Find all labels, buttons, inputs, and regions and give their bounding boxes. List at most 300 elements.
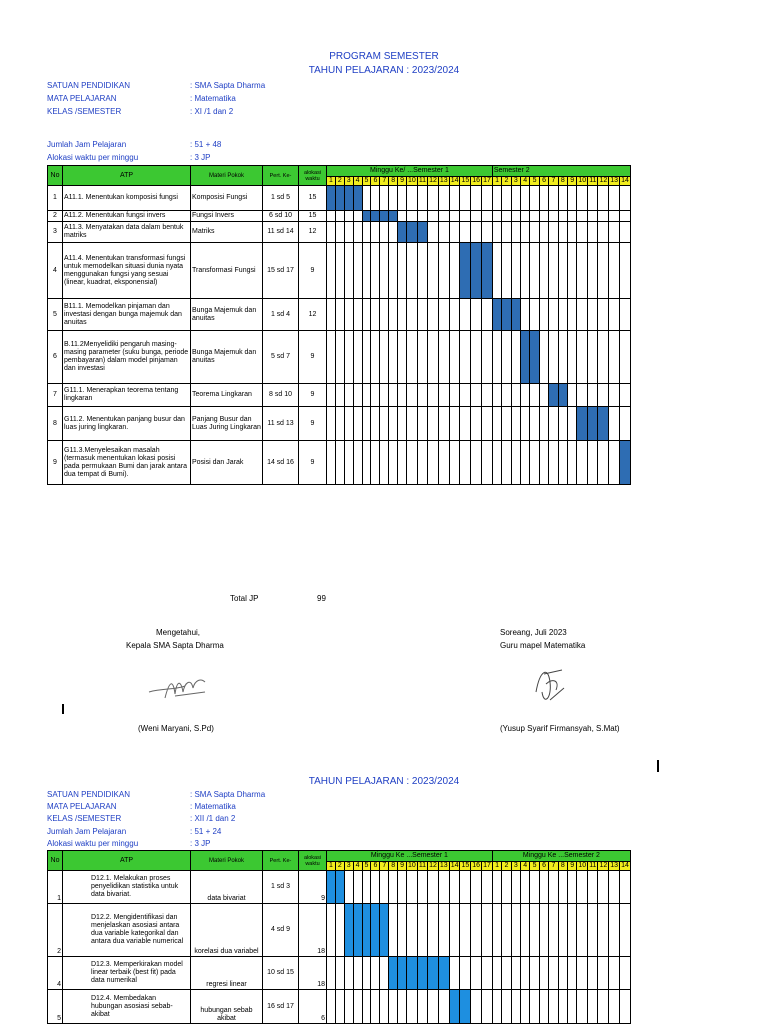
week-cell <box>327 384 336 407</box>
week-number: 7 <box>549 177 558 186</box>
week-number: 4 <box>521 862 530 871</box>
week-cell <box>588 331 598 384</box>
week-cell <box>588 222 598 243</box>
week-cell <box>407 299 418 331</box>
doc2-meta-4-label: Alokasi waktu per minggu <box>47 839 139 848</box>
week-cell <box>327 243 336 299</box>
week-cell <box>362 871 371 904</box>
week-cell <box>335 299 344 331</box>
week-cell <box>417 407 427 441</box>
week-cell <box>620 299 631 331</box>
week-cell <box>407 384 418 407</box>
week-cell <box>344 407 353 441</box>
week-cell <box>482 222 493 243</box>
week-cell <box>362 243 371 299</box>
week-cell <box>449 871 460 904</box>
week-cell <box>389 904 398 957</box>
week-cell <box>327 331 336 384</box>
week-cell <box>362 299 371 331</box>
doc1-schedule-table <box>47 165 631 485</box>
week-cell <box>609 871 620 904</box>
week-cell <box>549 441 558 485</box>
week-cell-scheduled <box>588 407 598 441</box>
week-cell <box>417 331 427 384</box>
week-cell <box>362 957 371 990</box>
header-semester-1: Minggu Ke ...Semester 1 <box>327 851 493 862</box>
week-cell <box>588 990 598 1024</box>
week-cell <box>353 222 362 243</box>
week-cell <box>492 441 501 485</box>
week-cell <box>353 990 362 1024</box>
week-cell <box>492 331 501 384</box>
week-number: 1 <box>492 862 501 871</box>
week-cell <box>389 384 398 407</box>
row-atp: B11.1. Memodelkan pinjaman dan investasi dengan bunga majemuk dan anuitas <box>63 299 191 331</box>
doc2-meta-3-value: : 51 + 24 <box>190 827 222 836</box>
week-cell <box>380 990 389 1024</box>
week-cell <box>482 186 493 211</box>
week-cell <box>460 407 471 441</box>
week-cell <box>417 186 427 211</box>
week-cell <box>511 222 520 243</box>
row-materi: Fungsi Invers <box>191 211 263 222</box>
week-cell <box>539 384 548 407</box>
table-row <box>48 407 631 441</box>
row-alokasi: 6 <box>299 990 327 1024</box>
week-cell <box>511 186 520 211</box>
week-number: 9 <box>398 862 407 871</box>
week-number: 12 <box>429 177 437 184</box>
week-cell-scheduled <box>407 957 418 990</box>
row-atp: G11.1. Menerapkan teorema tentang lingkaran <box>63 384 191 407</box>
week-cell <box>502 990 511 1024</box>
week-cell <box>417 384 427 407</box>
week-cell <box>362 990 371 1024</box>
week-number: 14 <box>450 177 459 184</box>
week-number: 9 <box>568 862 577 871</box>
row-number: 7 <box>48 384 63 407</box>
week-cell-scheduled <box>471 243 482 299</box>
week-number: 11 <box>589 862 597 869</box>
week-cell <box>449 441 460 485</box>
week-cell <box>353 243 362 299</box>
row-pert: 8 sd 10 <box>263 384 299 407</box>
week-cell <box>549 211 558 222</box>
week-cell <box>577 186 588 211</box>
week-cell <box>460 904 471 957</box>
week-number: 7 <box>549 862 558 871</box>
week-cell <box>428 186 439 211</box>
week-cell <box>389 331 398 384</box>
week-cell <box>521 407 530 441</box>
week-cell <box>471 871 482 904</box>
week-cell <box>521 299 530 331</box>
week-cell <box>539 243 548 299</box>
week-cell <box>398 384 407 407</box>
week-cell <box>568 407 577 441</box>
header-semester-1: Minggu Ke/ ...Semester 1 <box>327 166 493 177</box>
week-cell <box>438 299 449 331</box>
week-number: 2 <box>335 862 344 871</box>
doc1-meta-3-value: : 51 + 48 <box>190 140 222 149</box>
row-materi: korelasi dua variabel <box>191 904 263 957</box>
week-number: 4 <box>521 177 530 186</box>
row-number: 6 <box>48 331 63 384</box>
header-no: No <box>48 166 63 186</box>
doc2-meta-0-label: SATUAN PENDIDIKAN <box>47 790 130 799</box>
week-cell <box>417 990 427 1024</box>
week-cell <box>577 441 588 485</box>
week-cell <box>502 222 511 243</box>
table-row <box>48 211 631 222</box>
week-cell <box>407 243 418 299</box>
week-cell <box>521 186 530 211</box>
week-cell <box>438 990 449 1024</box>
week-cell <box>588 441 598 485</box>
week-cell <box>449 904 460 957</box>
week-number: 8 <box>558 177 567 186</box>
week-number: 14 <box>621 862 629 869</box>
week-cell <box>521 957 530 990</box>
week-cell <box>438 384 449 407</box>
week-number: 17 <box>483 177 491 184</box>
week-number: 1 <box>327 862 336 871</box>
week-cell <box>471 990 482 1024</box>
week-cell <box>344 384 353 407</box>
week-number: 7 <box>380 862 389 871</box>
week-number: 5 <box>362 177 371 186</box>
week-cell <box>530 243 539 299</box>
margin-mark <box>62 704 64 714</box>
week-cell <box>511 331 520 384</box>
week-cell <box>598 186 609 211</box>
week-cell <box>344 871 353 904</box>
week-cell <box>620 211 631 222</box>
week-cell <box>417 904 427 957</box>
week-cell <box>428 331 439 384</box>
row-alokasi: 12 <box>299 299 327 331</box>
week-cell <box>492 407 501 441</box>
week-cell <box>558 331 567 384</box>
week-cell <box>335 384 344 407</box>
week-cell <box>438 904 449 957</box>
row-materi: Teorema Lingkaran <box>191 384 263 407</box>
week-cell <box>492 384 501 407</box>
week-cell <box>577 990 588 1024</box>
week-cell <box>460 871 471 904</box>
doc2-meta-0-value: : SMA Sapta Dharma <box>190 790 266 799</box>
week-cell <box>620 384 631 407</box>
week-cell <box>539 222 548 243</box>
week-cell <box>389 441 398 485</box>
doc1-title: PROGRAM SEMESTER <box>329 51 439 62</box>
sig-right-line1: Soreang, Juli 2023 <box>500 628 567 637</box>
week-cell <box>502 407 511 441</box>
week-cell <box>530 407 539 441</box>
week-number: 4 <box>353 862 362 871</box>
week-number: 12 <box>599 862 608 869</box>
week-cell <box>530 299 539 331</box>
week-cell-scheduled <box>577 407 588 441</box>
week-cell-scheduled <box>327 186 336 211</box>
row-number: 5 <box>48 299 63 331</box>
week-cell <box>398 441 407 485</box>
row-pert: 15 sd 17 <box>263 243 299 299</box>
week-cell <box>327 904 336 957</box>
doc2-meta-1-label: MATA PELAJARAN <box>47 802 117 811</box>
row-pert: 4 sd 9 <box>263 904 299 957</box>
margin-mark-right <box>657 760 659 772</box>
row-pert: 10 sd 15 <box>263 957 299 990</box>
week-cell <box>407 441 418 485</box>
week-cell <box>389 871 398 904</box>
table-row <box>48 243 631 299</box>
week-cell <box>598 441 609 485</box>
week-cell <box>511 990 520 1024</box>
row-atp: D12.4. Membedakan hubungan asosiasi sebab-akibat <box>63 990 191 1024</box>
week-cell <box>530 871 539 904</box>
sig-left-line2: Kepala SMA Sapta Dharma <box>126 641 224 650</box>
row-atp: A11.4. Menentukan transformasi fungsi untuk memodelkan situasi dunia nyata menggunakan fungsi yang sesuai (linear, kuadrat, eksponensial) <box>63 243 191 299</box>
week-cell <box>471 957 482 990</box>
week-cell <box>371 186 380 211</box>
week-cell <box>482 990 493 1024</box>
week-cell <box>327 990 336 1024</box>
week-cell-scheduled <box>327 871 336 904</box>
week-cell-scheduled <box>362 211 371 222</box>
week-cell-scheduled <box>335 186 344 211</box>
week-cell <box>335 243 344 299</box>
row-alokasi: 9 <box>299 407 327 441</box>
week-cell <box>539 990 548 1024</box>
week-cell <box>521 871 530 904</box>
week-cell <box>558 186 567 211</box>
week-cell <box>588 211 598 222</box>
week-cell <box>620 871 631 904</box>
row-alokasi: 9 <box>299 331 327 384</box>
row-alokasi: 15 <box>299 211 327 222</box>
week-cell <box>460 441 471 485</box>
week-number: 10 <box>408 862 416 869</box>
week-cell <box>362 222 371 243</box>
week-cell-scheduled <box>460 990 471 1024</box>
week-cell-scheduled <box>492 299 501 331</box>
week-cell <box>353 871 362 904</box>
week-number: 6 <box>539 862 548 871</box>
row-alokasi: 9 <box>299 384 327 407</box>
table-row <box>48 957 631 990</box>
doc2-meta-2-value: : XII /1 dan 2 <box>190 814 236 823</box>
week-cell <box>335 904 344 957</box>
row-alokasi: 12 <box>299 222 327 243</box>
signature-right-image <box>530 662 570 710</box>
week-cell-scheduled <box>460 243 471 299</box>
week-cell <box>407 186 418 211</box>
week-cell-scheduled <box>549 384 558 407</box>
table-row <box>48 186 631 211</box>
week-cell <box>428 441 439 485</box>
week-cell <box>558 441 567 485</box>
week-cell <box>549 904 558 957</box>
week-cell <box>598 384 609 407</box>
week-cell <box>521 990 530 1024</box>
sig-left-line1: Mengetahui, <box>156 628 201 637</box>
week-cell <box>380 243 389 299</box>
week-cell <box>558 243 567 299</box>
week-cell <box>471 222 482 243</box>
week-cell-scheduled <box>598 407 609 441</box>
week-cell <box>380 186 389 211</box>
week-cell <box>492 186 501 211</box>
week-cell <box>371 990 380 1024</box>
week-cell <box>502 186 511 211</box>
week-cell <box>502 904 511 957</box>
week-cell <box>492 990 501 1024</box>
week-cell <box>558 871 567 904</box>
row-materi: Matriks <box>191 222 263 243</box>
week-cell <box>609 211 620 222</box>
week-cell <box>389 407 398 441</box>
header-pert: Pert. Ke- <box>263 166 299 186</box>
week-cell <box>539 441 548 485</box>
week-cell <box>438 243 449 299</box>
week-cell <box>511 243 520 299</box>
week-cell <box>362 441 371 485</box>
week-cell <box>521 441 530 485</box>
week-cell <box>428 904 439 957</box>
week-cell <box>558 957 567 990</box>
row-pert: 6 sd 10 <box>263 211 299 222</box>
week-cell <box>482 211 493 222</box>
week-cell <box>549 990 558 1024</box>
week-cell-scheduled <box>389 211 398 222</box>
week-cell <box>471 407 482 441</box>
week-cell <box>620 904 631 957</box>
row-number: 5 <box>48 990 63 1024</box>
week-cell <box>598 299 609 331</box>
week-cell-scheduled <box>407 222 418 243</box>
week-cell <box>327 407 336 441</box>
week-cell-scheduled <box>449 990 460 1024</box>
row-alokasi: 15 <box>299 186 327 211</box>
table-row <box>48 222 631 243</box>
row-atp: A11.2. Menentukan fungsi invers <box>63 211 191 222</box>
week-number: 13 <box>439 862 448 869</box>
week-cell <box>549 299 558 331</box>
week-cell <box>549 957 558 990</box>
week-cell-scheduled <box>371 904 380 957</box>
week-number: 13 <box>439 177 448 184</box>
week-cell-scheduled <box>502 299 511 331</box>
week-cell <box>428 384 439 407</box>
week-number: 15 <box>461 862 470 869</box>
week-cell <box>371 871 380 904</box>
row-alokasi: 9 <box>299 871 327 904</box>
week-cell <box>530 222 539 243</box>
week-cell <box>353 384 362 407</box>
week-cell <box>482 407 493 441</box>
week-cell <box>609 407 620 441</box>
week-cell <box>449 957 460 990</box>
week-cell <box>539 299 548 331</box>
week-cell-scheduled <box>389 957 398 990</box>
row-pert: 14 sd 16 <box>263 441 299 485</box>
week-cell <box>521 211 530 222</box>
week-number: 16 <box>472 862 481 869</box>
week-cell <box>511 384 520 407</box>
week-cell-scheduled <box>530 331 539 384</box>
week-cell <box>353 957 362 990</box>
week-cell <box>609 243 620 299</box>
week-cell <box>530 186 539 211</box>
week-cell <box>460 299 471 331</box>
week-cell <box>549 407 558 441</box>
week-cell-scheduled <box>438 957 449 990</box>
week-number: 10 <box>578 862 587 869</box>
week-cell <box>577 331 588 384</box>
week-cell <box>482 871 493 904</box>
week-cell <box>598 222 609 243</box>
header-semester-2: Minggu Ke ...Semester 2 <box>492 851 630 862</box>
week-cell <box>482 904 493 957</box>
week-cell <box>460 211 471 222</box>
week-cell <box>620 990 631 1024</box>
week-cell <box>398 299 407 331</box>
week-cell <box>438 331 449 384</box>
doc1-meta-3-label: Jumlah Jam Pelajaran <box>47 140 127 149</box>
week-cell <box>460 186 471 211</box>
week-cell <box>609 222 620 243</box>
week-cell <box>398 990 407 1024</box>
week-cell <box>371 331 380 384</box>
week-cell <box>398 904 407 957</box>
row-number: 4 <box>48 957 63 990</box>
total-jp-value: 99 <box>317 594 326 603</box>
week-cell <box>539 211 548 222</box>
row-materi: regresi linear <box>191 957 263 990</box>
week-cell <box>609 904 620 957</box>
row-alokasi: 18 <box>299 904 327 957</box>
week-number: 12 <box>599 177 608 184</box>
week-cell <box>588 299 598 331</box>
week-cell <box>471 904 482 957</box>
header-no: No <box>48 851 63 871</box>
row-materi: data bivariat <box>191 871 263 904</box>
week-number: 5 <box>530 862 539 871</box>
week-cell <box>371 243 380 299</box>
week-cell <box>407 211 418 222</box>
week-cell <box>327 441 336 485</box>
row-atp: B.11.2Menyelidiki pengaruh masing-masing parameter (suku bunga, periode pembayaran) dalam model pinjaman dan investasi <box>63 331 191 384</box>
row-alokasi: 9 <box>299 441 327 485</box>
week-cell <box>511 904 520 957</box>
week-number: 12 <box>429 862 437 869</box>
week-cell <box>577 211 588 222</box>
week-cell <box>460 957 471 990</box>
row-number: 1 <box>48 186 63 211</box>
doc1-meta-4-label: Alokasi waktu per minggu <box>47 153 139 162</box>
row-pert: 11 sd 14 <box>263 222 299 243</box>
week-cell-scheduled <box>344 186 353 211</box>
week-cell-scheduled <box>362 904 371 957</box>
week-cell <box>598 243 609 299</box>
week-cell <box>530 211 539 222</box>
week-cell <box>620 331 631 384</box>
week-cell <box>438 186 449 211</box>
week-cell <box>389 222 398 243</box>
week-cell <box>482 384 493 407</box>
week-cell <box>353 441 362 485</box>
